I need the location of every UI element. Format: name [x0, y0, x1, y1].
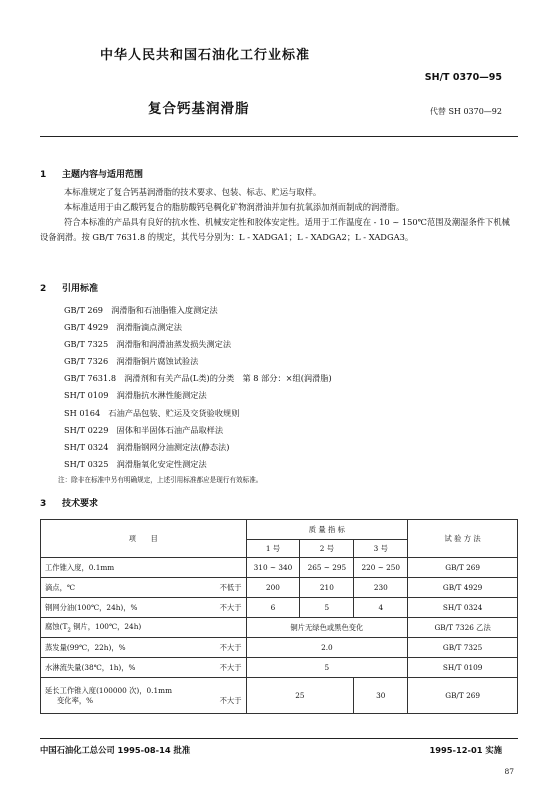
- row-item: 工作锥入度，0.1mm: [41, 558, 247, 578]
- standard-title: 复合钙基润滑脂: [148, 101, 250, 117]
- section-title: 技术要求: [62, 499, 99, 509]
- table-row: [41, 618, 518, 638]
- grade-label: 1 号: [246, 540, 300, 558]
- reference-item: SH/T 0324 润滑脂钢网分油测定法(静态法): [64, 441, 230, 452]
- cell-method: GB/T 7326 乙法: [408, 618, 518, 638]
- section-number: 2: [40, 284, 47, 294]
- cell-merged: 铜片无绿色或黑色变化: [246, 618, 408, 638]
- section-1-body: [40, 185, 518, 245]
- header-item: 项 目: [41, 520, 247, 558]
- header-divider: [40, 136, 518, 137]
- reference-item: GB/T 7326 润滑脂铜片腐蚀试验法: [64, 356, 199, 367]
- cell-merged: 5: [246, 658, 408, 678]
- reference-item: SH 0164 石油产品包装、贮运及交货验收规则: [64, 407, 240, 418]
- cell-value: 200: [246, 578, 300, 598]
- cell-value: 310 ~ 340: [246, 558, 300, 578]
- page-number: 87: [504, 767, 514, 776]
- approval-info: 中国石油化工总公司 1995-08-14 批准: [40, 745, 191, 755]
- row-limit: 不低于: [219, 582, 242, 592]
- cell-merged: 2.0: [246, 638, 408, 658]
- grade-label: 3 号: [354, 540, 408, 558]
- section-number: 3: [40, 499, 47, 509]
- section-number: 1: [40, 170, 47, 180]
- cell-method: SH/T 0324: [408, 598, 518, 618]
- cell-value: 5: [300, 598, 354, 618]
- reference-item: SH/T 0325 润滑脂氧化安定性测定法: [64, 458, 207, 469]
- technical-requirements-table: [40, 519, 518, 714]
- cell-method: SH/T 0109: [408, 658, 518, 678]
- cell-method: GB/T 269: [408, 558, 518, 578]
- table-row: [41, 558, 518, 578]
- cell-value: 230: [354, 578, 408, 598]
- row-item: 延长工作锥入度(100000 次)，0.1mm 变化率，% 不大于: [41, 678, 247, 714]
- reference-note: 注：除非在标准中另有明确规定，上述引用标准都应是现行有效标准。: [58, 476, 263, 484]
- table-row: [41, 578, 518, 598]
- cell-method: GB/T 269: [408, 678, 518, 714]
- table-header-row: [41, 520, 518, 540]
- header-method: 试 验 方 法: [408, 520, 518, 558]
- cell-value: 210: [300, 578, 354, 598]
- cell-value: 6: [246, 598, 300, 618]
- footer-divider: [40, 738, 518, 739]
- table-row: [41, 598, 518, 618]
- row-limit: 不大于: [219, 695, 242, 705]
- row-item: 滴点，℃ 不低于: [41, 578, 247, 598]
- standard-organization: 中华人民共和国石油化工行业标准: [100, 48, 311, 63]
- section-1-heading: [40, 167, 143, 180]
- grade-label: 2 号: [300, 540, 354, 558]
- paragraph: 本标准适用于由乙酸钙复合的脂肪酸钙皂稠化矿物润滑油并加有抗氧添加剂而制成的润滑脂。: [64, 202, 405, 212]
- reference-item: SH/T 0109 润滑脂抗水淋性能测定法: [64, 390, 207, 401]
- row-item: 钢网分油(100℃，24h)，% 不大于: [41, 598, 247, 618]
- table-row: [41, 638, 518, 658]
- reference-item: GB/T 7631.8 润滑剂和有关产品(L类)的分类 第 8 部分：×组(润滑脂): [64, 373, 332, 384]
- section-2-heading: [40, 281, 98, 294]
- cell-merged: 25: [246, 678, 354, 714]
- section-3-heading: [40, 496, 98, 509]
- row-item: 水淋流失量(38℃，1h)，% 不大于: [41, 658, 247, 678]
- cell-value: 265 ~ 295: [300, 558, 354, 578]
- cell-value: 4: [354, 598, 408, 618]
- reference-list: [64, 302, 332, 473]
- header-quality: 质 量 指 标: [246, 520, 408, 540]
- implementation-date: 1995-12-01 实施: [429, 745, 502, 755]
- cell-value: 220 ~ 250: [354, 558, 408, 578]
- paragraph: 本标准规定了复合钙基润滑脂的技术要求、包装、标志、贮运与取样。: [64, 187, 322, 197]
- row-item: 蒸发量(99℃，22h)，% 不大于: [41, 638, 247, 658]
- table-row: [41, 658, 518, 678]
- row-limit: 不大于: [219, 642, 242, 652]
- row-item: 腐蚀($T_2$ 铜片，100℃，24h): [41, 618, 247, 638]
- cell-value: 30: [354, 678, 408, 714]
- standard-code: SH/T 0370—95: [424, 72, 502, 83]
- reference-item: GB/T 4929 润滑脂滴点测定法: [64, 322, 182, 333]
- cell-method: GB/T 7325: [408, 638, 518, 658]
- row-limit: 不大于: [219, 662, 242, 672]
- row-limit: 不大于: [219, 602, 242, 612]
- paragraph: 符合本标准的产品具有良好的抗水性、机械安定性和胶体安定性。适用于工作温度在 - 10 ~ 150℃范围及潮湿条件下机械设备润滑。按 GB/T 7631.8 的规定，其代号分别为：L - XADGA1；L - XADGA2；L - XADGA3。: [40, 217, 510, 242]
- section-title: 主题内容与适用范围: [62, 170, 144, 180]
- reference-item: GB/T 7325 润滑脂和润滑油蒸发损失测定法: [64, 339, 232, 350]
- cell-method: GB/T 4929: [408, 578, 518, 598]
- section-title: 引用标准: [62, 284, 99, 294]
- table-row: [41, 678, 518, 714]
- reference-item: SH/T 0229 固体和半固体石油产品取样法: [64, 424, 224, 435]
- replaces-note: 代替 SH 0370—92: [429, 107, 502, 116]
- reference-item: GB/T 269 润滑脂和石油脂锥入度测定法: [64, 305, 218, 315]
